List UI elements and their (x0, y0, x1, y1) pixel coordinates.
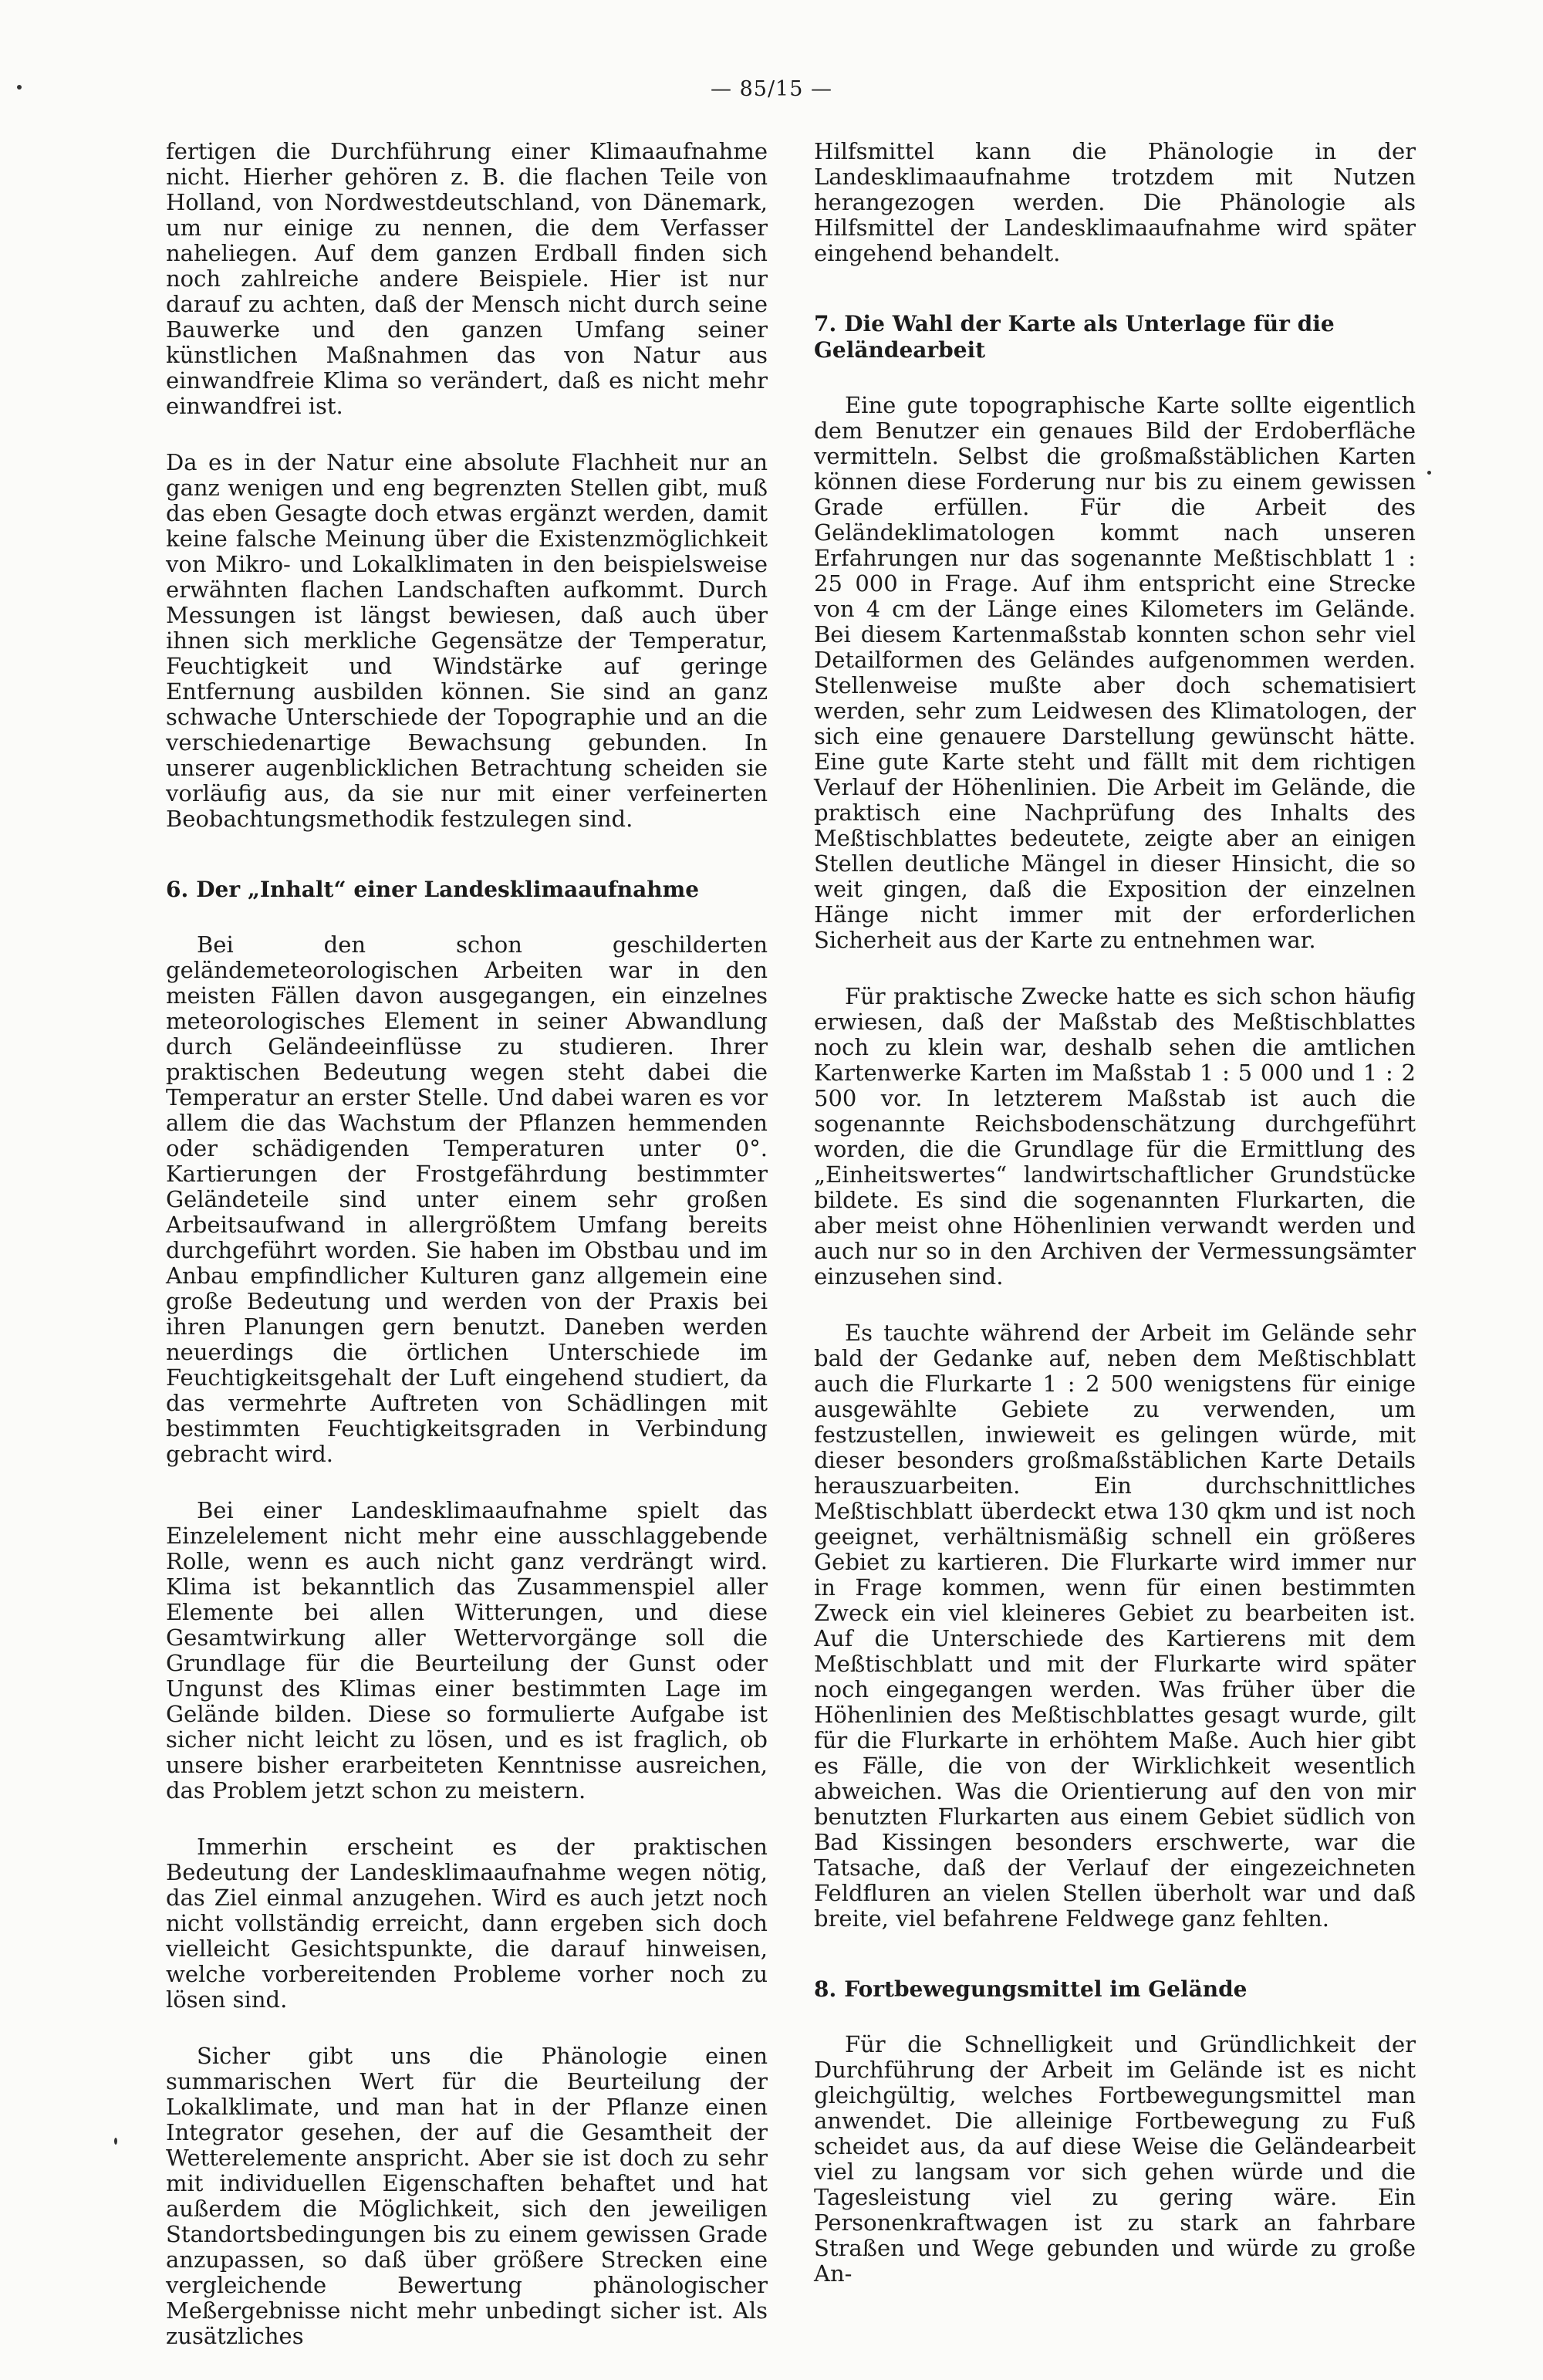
section-heading (814, 1976, 1416, 2003)
body-paragraph: Eine gute topographische Karte sollte eigentlich dem Benutzer ein genaues Bild der Erdoberfläche vermitteln. Selbst die großmaßstäblichen Karten können diese Forderung nur bis zu einem gewissen Grade erfüllen. Für die Arbeit des Geländeklimatologen kommt nach unseren Erfahrungen nur das sogenannte Meßtischblatt 1 : 25 000 in Frage. Auf ihm entspricht eine Strecke von 4 cm der Länge eines Kilometers im Gelände. Bei diesem Kartenmaßstab konnten schon sehr viel Detailformen des Geländes aufgenommen werden. Stellenweise mußte aber doch schematisiert werden, sehr zum Leidwesen des Klimatologen, der sich eine genauere Darstellung gewünscht hätte. Eine gute Karte steht und fällt mit dem richtigen Verlauf der Höhenlinien. Die Arbeit im Gelände, die praktisch eine Nachprüfung des Inhalts des Meßtischblattes bedeutete, zeigte aber an einigen Stellen deutliche Mängel in dieser Hinsicht, die so weit gingen, daß die Exposition der einzelnen Hänge nicht immer mit der erforderlichen Sicherheit aus der Karte zu entnehmen war. (814, 392, 1416, 953)
section-title: Fortbewegungsmittel im Gelände (844, 1976, 1248, 2002)
body-paragraph: Immerhin erscheint es der praktischen Bedeutung der Landesklimaaufnahme wegen nötig, das Ziel einmal anzugehen. Wird es auch jetzt noch nicht vollständig erreicht, dann ergeben sich doch vielleicht Gesichtspunkte, die darauf hinweisen, welche vorbereitenden Probleme vorher noch zu lösen sind. (166, 1834, 768, 2013)
body-paragraph: Hilfsmittel kann die Phänologie in der Landesklimaaufnahme trotzdem mit Nutzen herangezogen werden. Die Phänologie als Hilfsmittel der Landesklimaaufnahme wird später eingehend behandelt. (814, 138, 1416, 266)
body-paragraph: Bei den schon geschilderten geländemeteorologischen Arbeiten war in den meisten Fällen davon ausgegangen, ein einzelnes meteorologisches Element in seiner Abwandlung durch Geländeeinflüsse zu studieren. Ihrer praktischen Bedeutung wegen steht dabei die Temperatur an erster Stelle. Und dabei waren es vor allem die das Wachstum der Pflanzen hemmenden oder schädigenden Temperaturen unter 0°. Kartierungen der Frostgefährdung bestimmter Geländeteile sind unter einem sehr großen Arbeitsaufwand in allergrößtem Umfang bereits durchgeführt worden. Sie haben im Obstbau und im Anbau empfindlicher Kulturen ganz allgemein eine große Bedeutung und werden von der Praxis bei ihren Planungen gern benutzt. Daneben werden neuerdings die örtlichen Unterschiede im Feuchtigkeitsgehalt der Luft eingehend studiert, da das vermehrte Auftreten von Schädlingen mit bestimmten Feuchtigkeitsgraden in Verbindung gebracht wird. (166, 931, 768, 1467)
body-paragraph: Für die Schnelligkeit und Gründlichkeit der Durchführung der Arbeit im Gelände ist es nicht gleichgültig, welches Fortbewegungsmittel man anwendet. Die alleinige Fortbewegung zu Fuß scheidet aus, da auf diese Weise die Geländearbeit viel zu langsam vor sich gehen würde und die Tagesleistung viel zu gering wäre. Ein Personenkraftwagen ist zu stark an fahrbare Straßen und Wege gebunden und würde zu große An- (814, 2031, 1416, 2287)
body-paragraph: Da es in der Natur eine absolute Flachheit nur an ganz wenigen und eng begrenzten Stellen gibt, muß das eben Gesagte doch etwas ergänzt werden, damit keine falsche Meinung über die Existenzmöglichkeit von Mikro- und Lokalklimaten in den beispielsweise erwähnten flachen Landschaften aufkommt. Durch Messungen ist längst bewiesen, daß auch über ihnen sich merkliche Gegensätze der Temperatur, Feuchtigkeit und Windstärke auf geringe Entfernung ausbilden können. Sie sind an ganz schwache Unterschiede der Topographie und an die verschiedenartige Bewachsung gebunden. In unserer augenblicklichen Betrachtung scheiden sie vorläufig aus, da sie nur mit einer verfeinerten Beobachtungsmethodik festzulegen sind. (166, 449, 768, 832)
section-number: 7. (814, 311, 837, 336)
section-title: Die Wahl der Karte als Unterlage für die Geländearbeit (814, 311, 1335, 363)
right-column (814, 139, 1416, 2317)
body-paragraph: Bei einer Landesklimaaufnahme spielt das Einzelelement nicht mehr eine ausschlaggebende Rolle, wenn es auch nicht ganz verdrängt wird. Klima ist bekanntlich das Zusammenspiel aller Elemente bei allen Witterungen, und diese Gesamtwirkung aller Wettervorgänge soll die Grundlage für die Beurteilung der Gunst oder Ungunst des Klimas einer bestimmten Lage im Gelände bilden. Diese so formulierte Aufgabe ist sicher nicht leicht zu lösen, und es ist fraglich, ob unsere bisher erarbeiteten Kenntnisse ausreichen, das Problem jetzt schon zu meistern. (166, 1497, 768, 1804)
section-heading (166, 877, 768, 903)
section-title: Der „Inhalt“ einer Landesklimaaufnahme (196, 877, 700, 902)
scan-speck (114, 2138, 117, 2145)
section-heading (814, 311, 1416, 363)
left-column (166, 139, 768, 2380)
body-paragraph: Für praktische Zwecke hatte es sich schon häufig erwiesen, daß der Maßstab des Meßtischblattes noch zu klein war, deshalb sehen die amtlichen Kartenwerke Karten im Maßstab 1 : 5 000 und 1 : 2 500 vor. In letzterem Maßstab ist auch die sogenannte Reichsbodenschätzung durchgeführt worden, die die Grundlage für die Ermittlung des „Einheitswertes“ landwirtschaftlicher Grundstücke bildete. Es sind die sogenannten Flurkarten, die aber meist ohne Höhenlinien verwandt werden und auch nur so in den Archiven der Vermessungsämter einzusehen sind. (814, 983, 1416, 1290)
body-paragraph: fertigen die Durchführung einer Klimaaufnahme nicht. Hierher gehören z. B. die flachen Teile von Holland, von Nordwestdeutschland, von Dänemark, um nur einige zu nennen, die dem Verfasser naheliegen. Auf dem ganzen Erdball finden sich noch zahlreiche andere Beispiele. Hier ist nur darauf zu achten, daß der Mensch nicht durch seine Bauwerke und den ganzen Umfang seiner künstlichen Maßnahmen das von Natur aus einwandfreie Klima so verändert, daß es nicht mehr einwandfrei ist. (166, 138, 768, 419)
scan-speck (1427, 471, 1431, 475)
section-number: 8. (814, 1976, 837, 2002)
body-paragraph: Es tauchte während der Arbeit im Gelände sehr bald der Gedanke auf, neben dem Meßtischblatt auch die Flurkarte 1 : 2 500 wenigstens für einige ausgewählte Gebiete zu verwenden, um festzustellen, inwieweit es gelingen würde, mit dieser besonders großmaßstäblichen Karte Details herauszuarbeiten. Ein durchschnittliches Meßtischblatt überdeckt etwa 130 qkm und ist noch geeignet, verhältnismäßig schnell ein größeres Gebiet zu kartieren. Die Flurkarte wird immer nur in Frage kommen, wenn für einen bestimmten Zweck ein viel kleineres Gebiet zu bearbeiten ist. Auf die Unterschiede des Kartierens mit dem Meßtischblatt und mit der Flurkarte wird später noch eingegangen werden. Was früher über die Höhenlinien des Meßtischblattes gesagt wurde, gilt für die Flurkarte in erhöhtem Maße. Auch hier gibt es Fälle, die von der Wirklichkeit wesentlich abweichen. Was die Orientierung auf den von mir benutzten Flurkarten aus einem Gebiet südlich von Bad Kissingen besonders erschwerte, war die Tatsache, daß der Verlauf der eingezeichneten Feldfluren an vielen Stellen überholt war und daß breite, viel befahrene Feldwege ganz fehlten. (814, 1320, 1416, 1932)
page-number: — 85/15 — (711, 77, 832, 101)
scan-speck (17, 85, 22, 90)
body-paragraph: Sicher gibt uns die Phänologie einen summarischen Wert für die Beurteilung der Lokalklimate, und man hat in der Pflanze einen Integrator gesehen, der auf die Gesamtheit der Wetterelemente anspricht. Aber sie ist doch zu sehr mit individuellen Eigenschaften behaftet und hat außerdem die Möglichkeit, sich den jeweiligen Standortsbedingungen bis zu einem gewissen Grade anzupassen, so daß über größere Strecken eine vergleichende Bewertung phänologischer Meßergebnisse nicht mehr unbedingt sicher ist. Als zusätzliches (166, 2043, 768, 2349)
section-number: 6. (166, 877, 189, 902)
